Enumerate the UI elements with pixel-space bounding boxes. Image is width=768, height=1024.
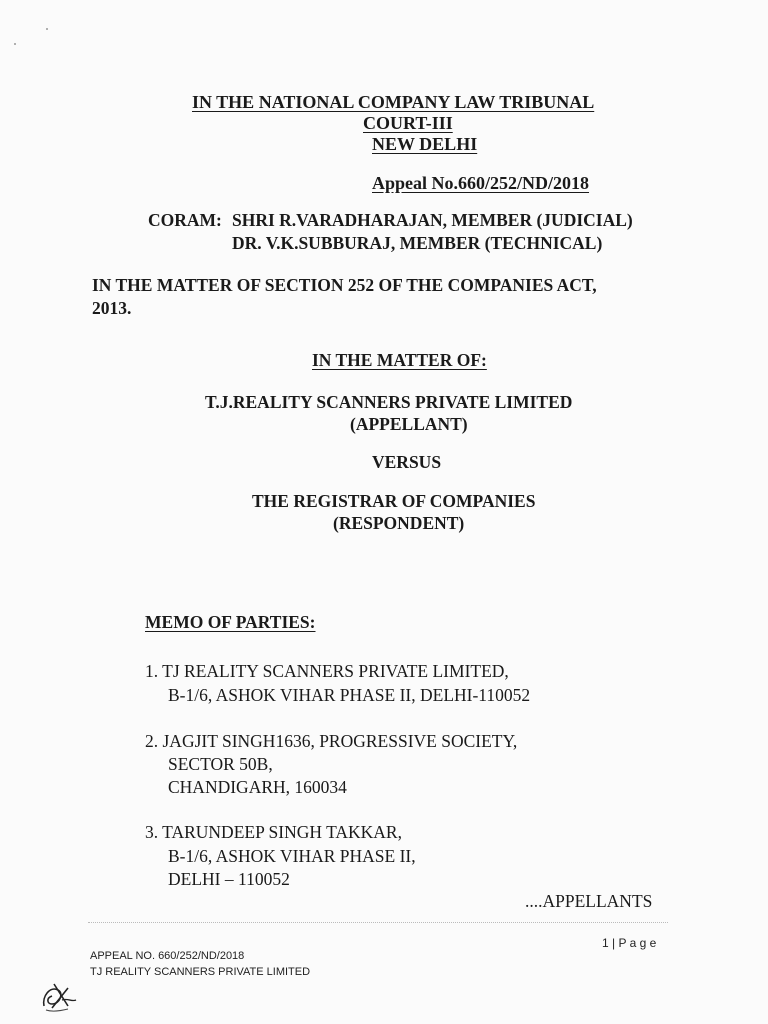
party-3-name: 3. TARUNDEEP SINGH TAKKAR, (145, 822, 402, 842)
tribunal-heading: IN THE NATIONAL COMPANY LAW TRIBUNAL (192, 92, 595, 112)
party-2-name: 2. JAGJIT SINGH1636, PROGRESSIVE SOCIETY, (145, 731, 518, 751)
handwritten-initials-signature (38, 976, 82, 1016)
page-number: 1 | P a g e (602, 936, 657, 950)
party-2-address-line2: CHANDIGARH, 160034 (168, 777, 347, 797)
party-1-name: 1. TJ REALITY SCANNERS PRIVATE LIMITED, (145, 661, 509, 681)
appellant-role: (APPELLANT) (350, 414, 468, 434)
appeal-number: Appeal No.660/252/ND/2018 (372, 173, 590, 193)
court-heading: COURT-III (363, 113, 453, 133)
footer-divider (88, 922, 668, 923)
scan-speck (14, 43, 16, 45)
appellants-label: ....APPELLANTS (525, 891, 653, 911)
in-the-matter-heading: IN THE MATTER OF: (312, 350, 487, 370)
party-3-address-line1: B-1/6, ASHOK VIHAR PHASE II, (168, 846, 416, 866)
party-1-address: B-1/6, ASHOK VIHAR PHASE II, DELHI-110052 (168, 685, 531, 705)
respondent-name: THE REGISTRAR OF COMPANIES (252, 491, 536, 511)
party-3-address-line2: DELHI – 110052 (168, 869, 290, 889)
coram-member-technical: DR. V.K.SUBBURAJ, MEMBER (TECHNICAL) (232, 233, 603, 253)
appellant-name: T.J.REALITY SCANNERS PRIVATE LIMITED (205, 392, 573, 412)
versus-label: VERSUS (372, 452, 442, 472)
party-2-address-line1: SECTOR 50B, (168, 754, 273, 774)
memo-of-parties-heading: MEMO OF PARTIES: (145, 612, 316, 632)
section-matter-line1: IN THE MATTER OF SECTION 252 OF THE COMPANIES ACT, (92, 275, 597, 295)
coram-member-judicial: SHRI R.VARADHARAJAN, MEMBER (JUDICIAL) (232, 210, 633, 230)
coram-label: CORAM: (148, 210, 222, 230)
footer-appeal-number: APPEAL NO. 660/252/ND/2018 (90, 950, 245, 962)
scan-speck (46, 28, 48, 30)
respondent-role: (RESPONDENT) (333, 513, 465, 533)
location-heading: NEW DELHI (372, 134, 478, 154)
section-matter-line2: 2013. (92, 298, 132, 318)
footer-company-name: TJ REALITY SCANNERS PRIVATE LIMITED (90, 966, 311, 978)
